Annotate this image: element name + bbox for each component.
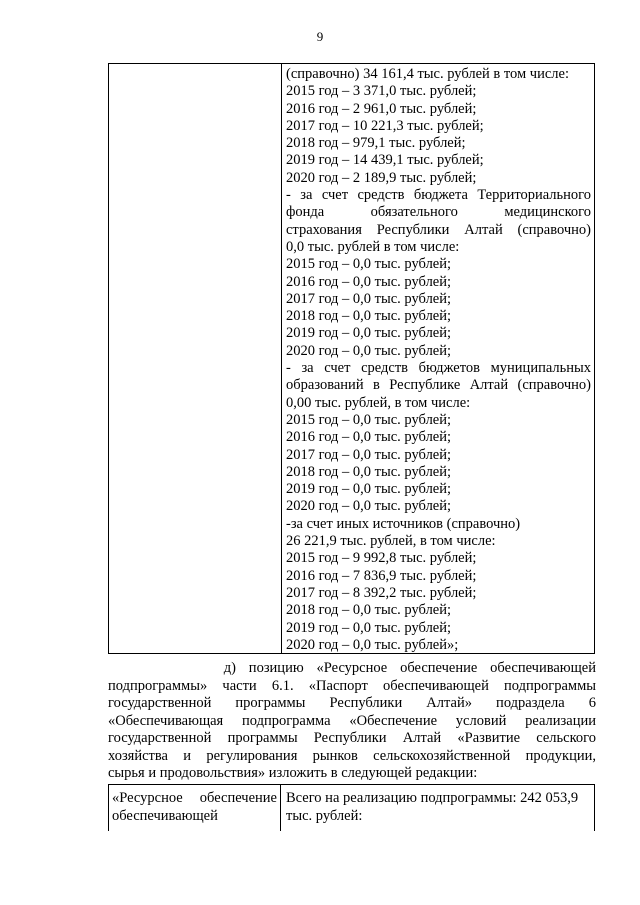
- funding-line: фонда обязательного медицинского: [286, 204, 591, 221]
- resource-table-new: [108, 784, 595, 831]
- funding-line: 2020 год – 0,0 тыс. рублей»;: [286, 636, 459, 653]
- funding-line: 2017 год – 10 221,3 тыс. рублей;: [286, 117, 484, 134]
- funding-line: 2015 год – 0,0 тыс. рублей;: [286, 411, 452, 428]
- funding-line: -за счет иных источников (справочно): [286, 515, 521, 532]
- resource-table-continued: [108, 63, 595, 654]
- funding-line: 0,00 тыс. рублей, в том числе:: [286, 394, 471, 411]
- funding-line: 2019 год – 14 439,1 тыс. рублей;: [286, 152, 484, 169]
- table-right-cell-funding: [286, 66, 591, 654]
- funding-line: страхования Республики Алтай (справочно): [286, 221, 591, 238]
- funding-line: 26 221,9 тыс. рублей, в том числе:: [286, 533, 496, 550]
- funding-line: 2019 год – 0,0 тыс. рублей;: [286, 619, 452, 636]
- funding-line: 2018 год – 0,0 тыс. рублей;: [286, 463, 452, 480]
- funding-line: 2018 год – 979,1 тыс. рублей;: [286, 135, 466, 152]
- paragraph-line: хозяйства и регулирования рынков сельскохозяйственной продукции,: [108, 747, 596, 764]
- funding-line: 2018 год – 0,0 тыс. рублей;: [286, 602, 452, 619]
- funding-line: 2017 год – 0,0 тыс. рублей;: [286, 446, 452, 463]
- paragraph-line: д) позицию «Ресурсное обеспечение обеспечивающей: [108, 660, 596, 676]
- funding-line: образований в Республике Алтай (справочно): [286, 377, 591, 394]
- funding-line: 2015 год – 9 992,8 тыс. рублей;: [286, 550, 477, 567]
- funding-line: 2019 год – 0,0 тыс. рублей;: [286, 325, 452, 342]
- paragraph-line: подпрограммы» части 6.1. «Паспорт обеспечивающей подпрограммы: [108, 677, 596, 694]
- funding-line: 2015 год – 0,0 тыс. рублей;: [286, 256, 452, 273]
- table-right-line-1: Всего на реализацию подпрограммы: 242 053,9: [286, 790, 579, 806]
- paragraph-line: сырья и продовольствия» изложить в следующей редакции:: [108, 765, 478, 781]
- table-left-line-2: обеспечивающей: [112, 807, 218, 824]
- funding-line: 2018 год – 0,0 тыс. рублей;: [286, 308, 452, 325]
- table-right-line-2: тыс. рублей:: [286, 807, 363, 824]
- funding-line: (справочно) 34 161,4 тыс. рублей в том числе:: [286, 66, 569, 82]
- funding-line: 2017 год – 8 392,2 тыс. рублей;: [286, 584, 477, 601]
- funding-line: 2020 год – 0,0 тыс. рублей;: [286, 498, 452, 515]
- funding-line: - за счет средств бюджета Территориального: [286, 187, 591, 204]
- paragraph-line: государственной программы Республики Алтай «Развитие сельского: [108, 730, 596, 746]
- funding-line: 2016 год – 7 836,9 тыс. рублей;: [286, 567, 477, 584]
- funding-line: 0,0 тыс. рублей в том числе:: [286, 238, 460, 255]
- table-left-cell-heading: [109, 785, 281, 831]
- funding-line: 2019 год – 0,0 тыс. рублей;: [286, 481, 452, 498]
- page-number: 9: [316, 29, 324, 44]
- table-left-cell-empty: [109, 64, 282, 653]
- funding-line: 2017 год – 0,0 тыс. рублей;: [286, 290, 452, 307]
- table-right-cell-total: [281, 785, 596, 825]
- funding-line: 2020 год – 2 189,9 тыс. рублей;: [286, 169, 477, 186]
- funding-line: 2016 год – 0,0 тыс. рублей;: [286, 273, 452, 290]
- table-left-line-1: «Ресурсное обеспечение: [112, 790, 277, 806]
- funding-line: 2016 год – 2 961,0 тыс. рублей;: [286, 100, 477, 117]
- funding-line: - за счет средств бюджетов муниципальных: [286, 360, 591, 377]
- instruction-paragraph: [108, 660, 596, 783]
- paragraph-line: государственной программы Республики Алтай» подраздела 6: [108, 695, 596, 711]
- funding-line: 2015 год – 3 371,0 тыс. рублей;: [286, 83, 477, 100]
- funding-line: 2016 год – 0,0 тыс. рублей;: [286, 429, 452, 446]
- funding-line: 2020 год – 0,0 тыс. рублей;: [286, 342, 452, 359]
- paragraph-line: «Обеспечивающая подпрограмма «Обеспечение условий реализации: [108, 712, 596, 729]
